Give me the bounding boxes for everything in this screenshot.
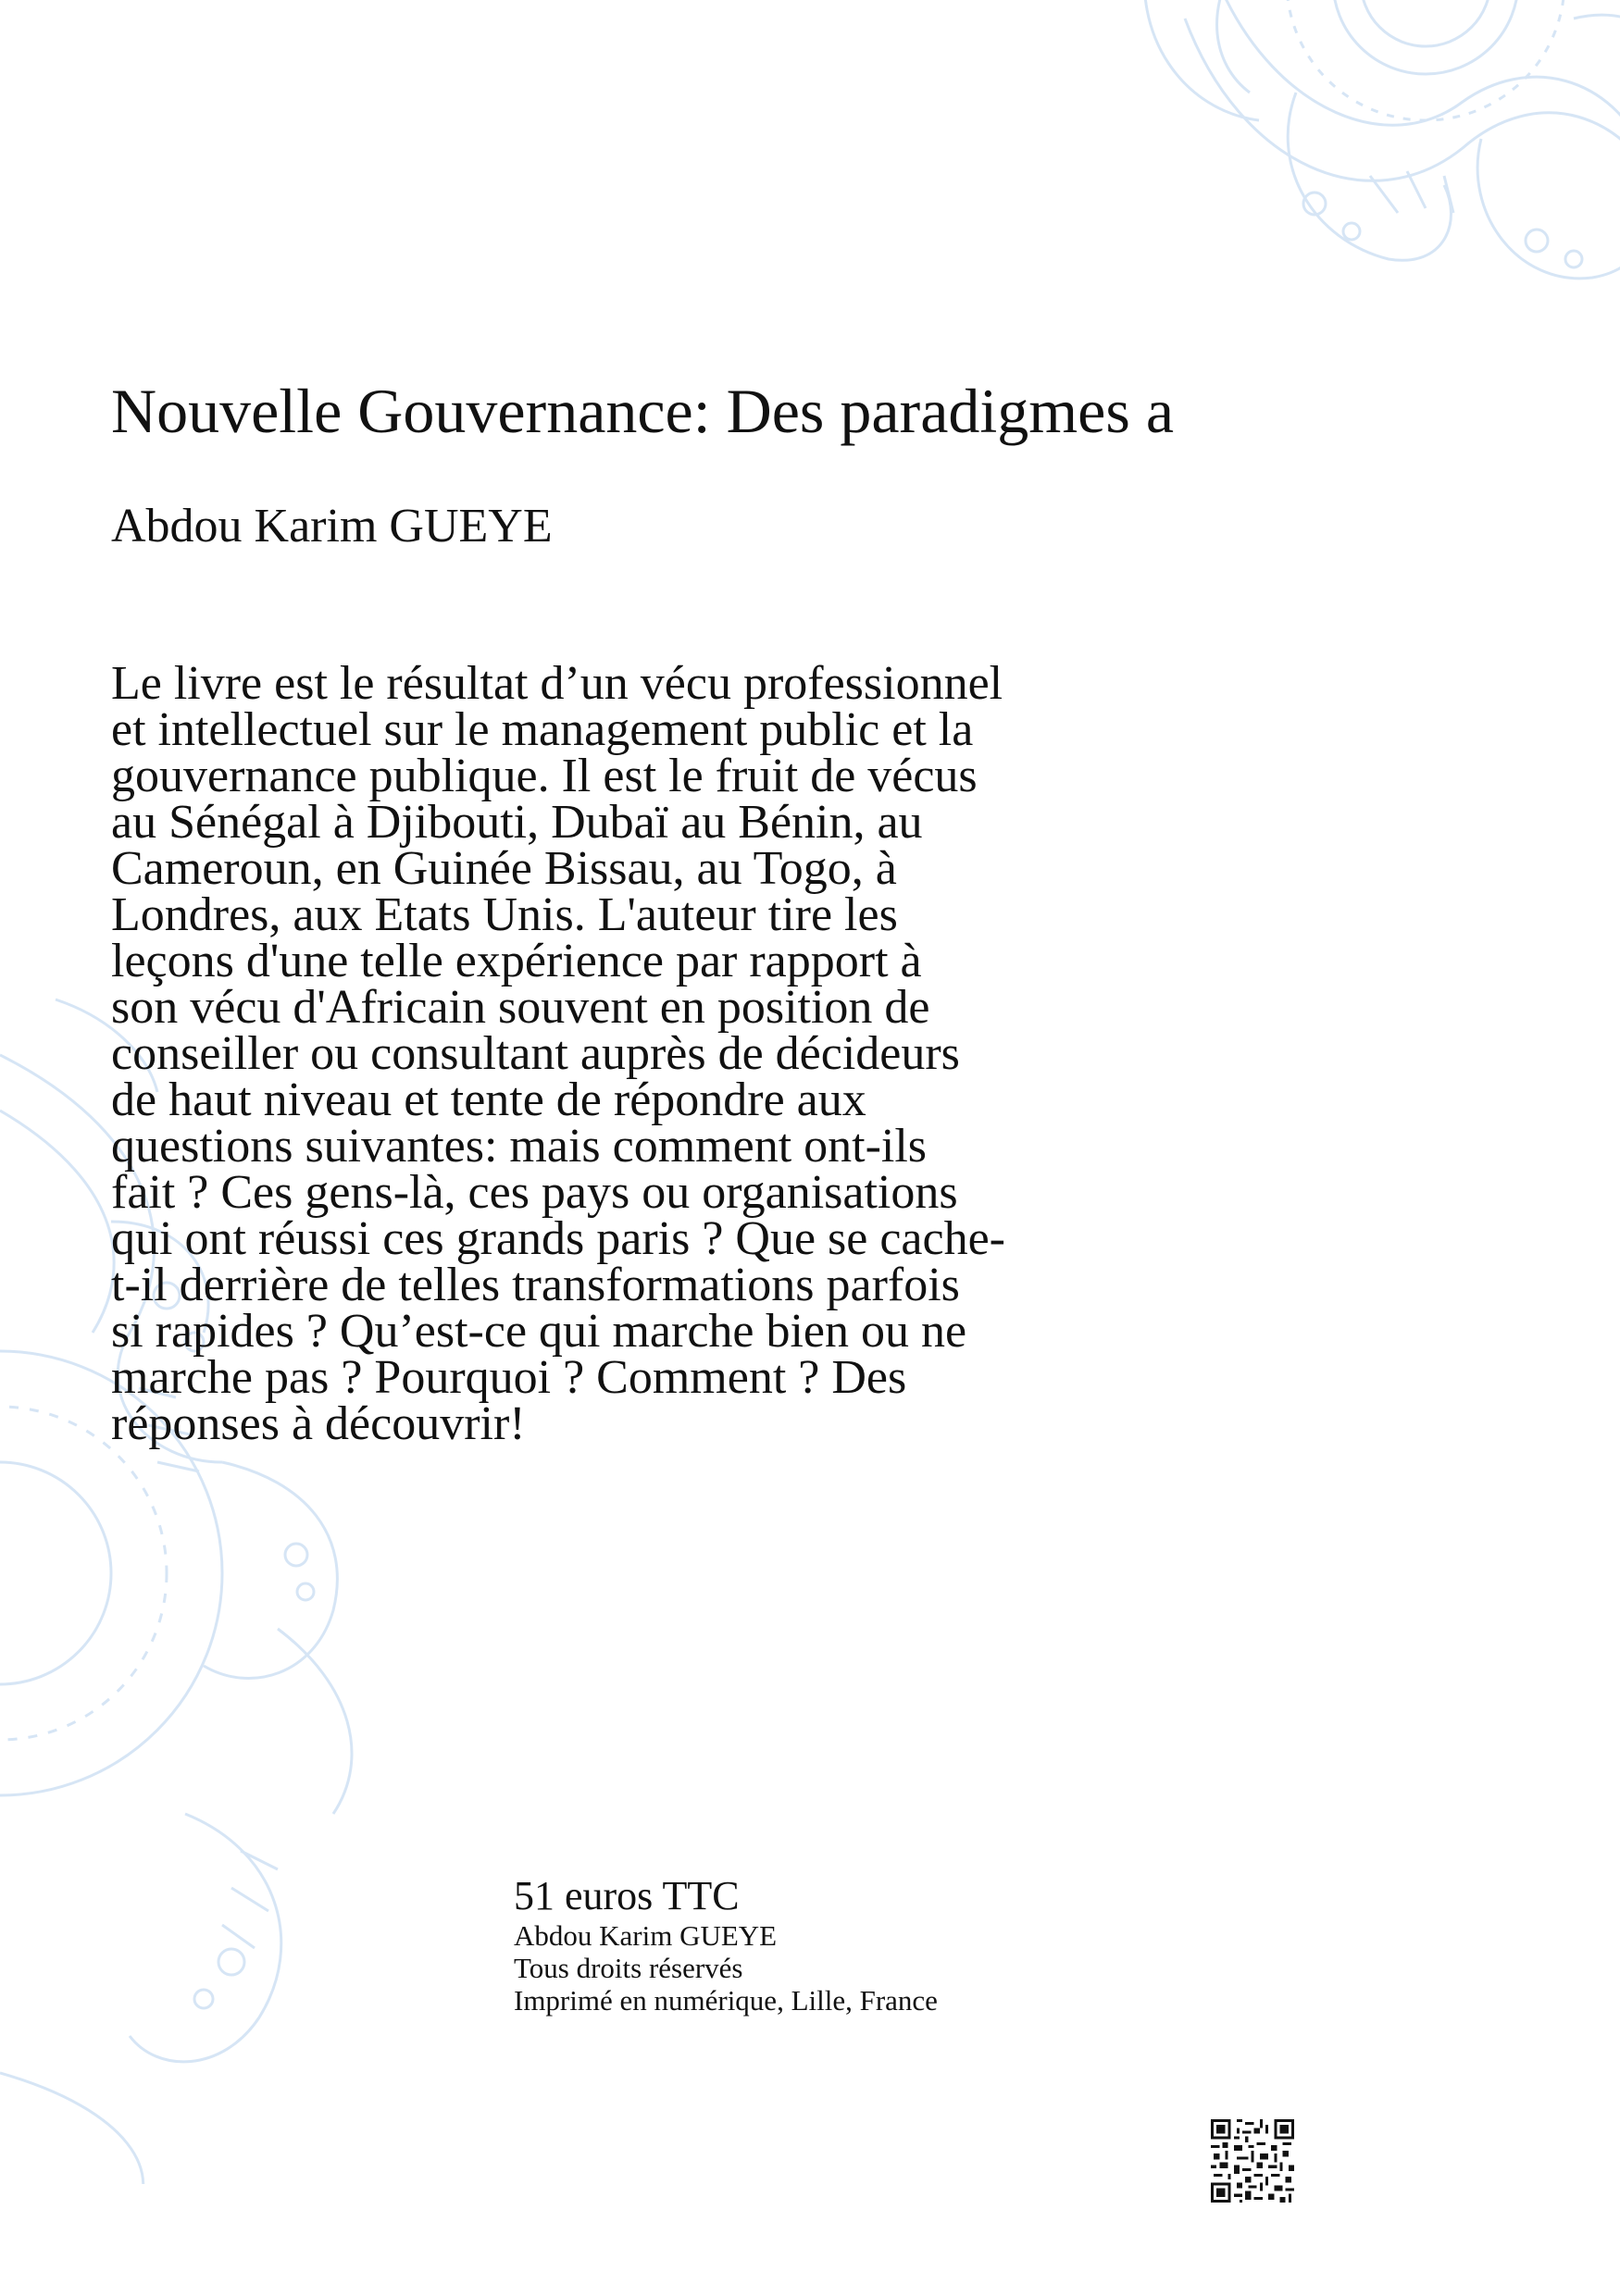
printing-notice: Imprimé en numérique, Lille, France: [514, 1984, 938, 2017]
description-line: questions suivantes: mais comment ont-ils: [111, 1120, 928, 1173]
description-line: Cameroun, en Guinée Bissau, au Togo, à: [111, 842, 897, 895]
imprint-block: [514, 1873, 938, 2017]
description-line: au Sénégal à Djibouti, Dubaï au Bénin, au: [111, 796, 923, 849]
description-line: leçons d'une telle expérience par rapport à: [111, 935, 922, 987]
book-author: Abdou Karim GUEYE: [111, 500, 553, 552]
qr-code-icon: [1211, 2119, 1294, 2203]
price-label: 51 euros TTC: [514, 1873, 740, 1918]
description-line: si rapides ? Qu’est-ce qui marche bien ou ne: [111, 1305, 967, 1358]
rights-notice: Tous droits réservés: [514, 1952, 743, 1984]
book-title: Nouvelle Gouvernance: Des paradigmes a: [111, 376, 1174, 446]
description-line: qui ont réussi ces grands paris ? Que se cache-: [111, 1212, 1005, 1265]
description-line: marche pas ? Pourquoi ? Comment ? Des: [111, 1351, 907, 1404]
description-line: réponses à découvrir!: [111, 1397, 526, 1450]
description-line: t-il derrière de telles transformations parfois: [111, 1259, 960, 1311]
description-line: de haut niveau et tente de répondre aux: [111, 1074, 866, 1126]
description-line: et intellectuel sur le management public et la: [111, 703, 974, 756]
description-line: Le livre est le résultat d’un vécu professionnel: [111, 657, 1003, 710]
mandala-ornament-top-icon: [907, 0, 1620, 315]
description-line: Londres, aux Etats Unis. L'auteur tire les: [111, 888, 898, 941]
book-description: [111, 657, 1250, 1450]
publisher-name: Abdou Karim GUEYE: [514, 1919, 778, 1952]
description-line: conseiller ou consultant auprès de décideurs: [111, 1027, 960, 1080]
description-line: fait ? Ces gens-là, ces pays ou organisations: [111, 1166, 958, 1219]
description-line: son vécu d'Africain souvent en position de: [111, 981, 930, 1034]
description-line: gouvernance publique. Il est le fruit de vécus: [111, 750, 978, 802]
